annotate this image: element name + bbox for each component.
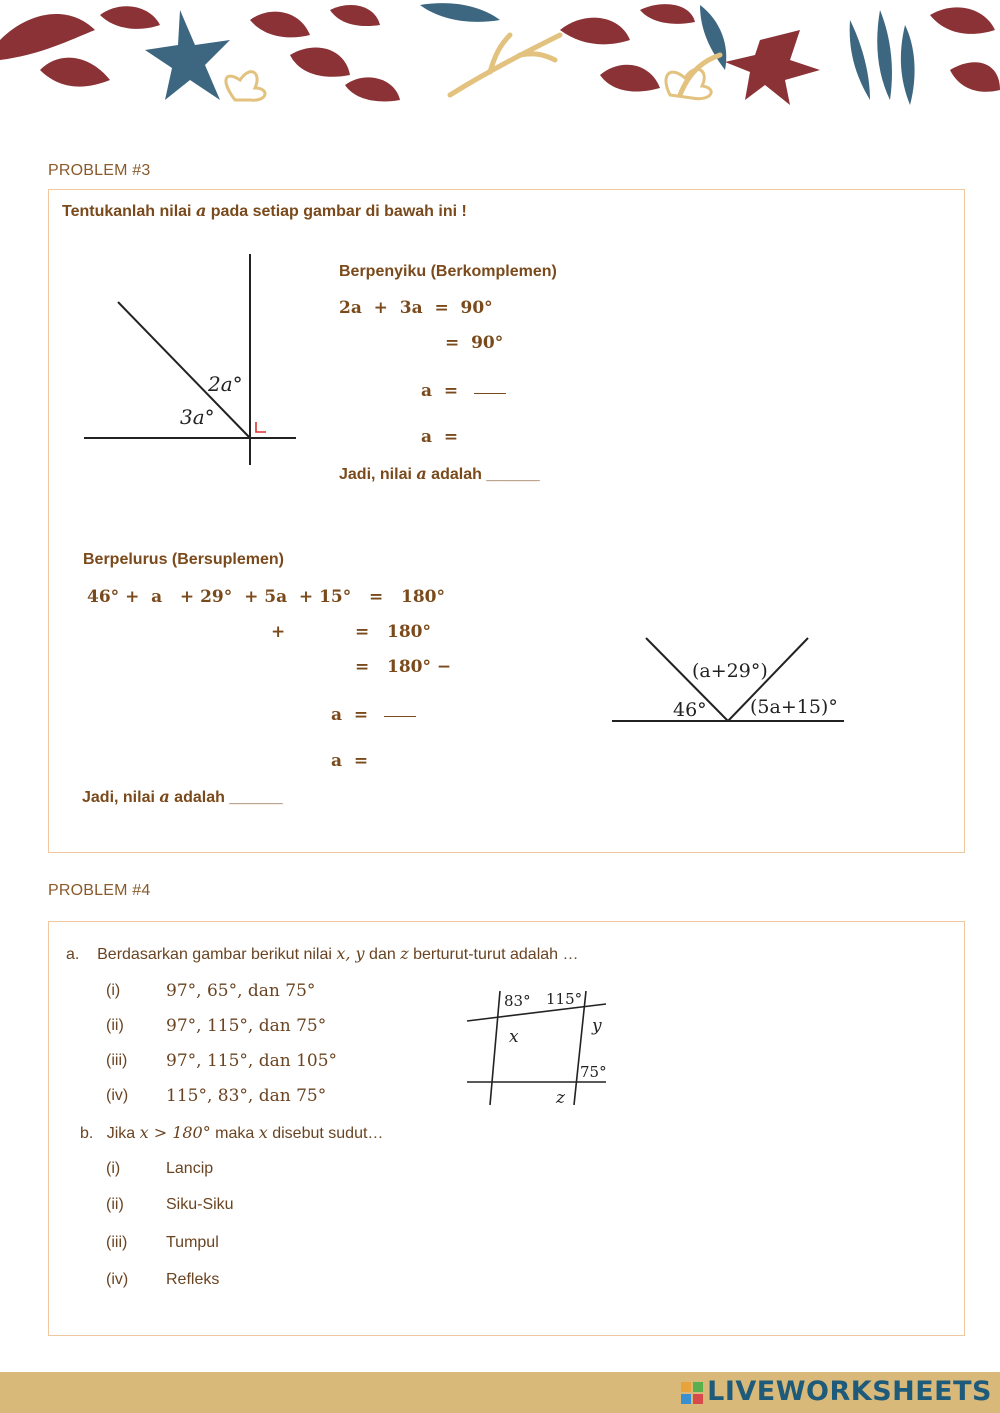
label-3a: 3a° — [180, 405, 215, 429]
complementary-heading: Berpenyiku (Berkomplemen) — [339, 263, 557, 280]
problem-3-instruction: Tentukanlah nilai a pada setiap gambar di bawah ini ! — [62, 201, 467, 220]
option-b-i-num[interactable]: (i) — [106, 1160, 121, 1177]
label-75: 75° — [580, 1063, 607, 1081]
option-a-ii-value[interactable]: 97°, 115°, dan 75° — [166, 1016, 327, 1036]
option-a-iii-value[interactable]: 97°, 115°, dan 105° — [166, 1051, 338, 1071]
label-x: x — [509, 1027, 519, 1047]
liveworksheets-logo-icon — [681, 1382, 703, 1404]
label-y: y — [592, 1016, 602, 1036]
fraction-bar-2 — [384, 716, 416, 717]
problem-3-label: PROBLEM #3 — [48, 162, 151, 179]
supplementary-eq5: a = — [331, 751, 369, 771]
option-a-iv-value[interactable]: 115°, 83°, dan 75° — [166, 1086, 327, 1106]
liveworksheets-brand[interactable]: LIVEWORKSHEETS — [681, 1376, 992, 1407]
supplementary-heading: Berpelurus (Bersuplemen) — [83, 551, 284, 568]
floral-banner — [0, 0, 1000, 120]
fraction-bar-1 — [474, 393, 506, 394]
supplementary-eq1: 46° + a + 29° + 5a + 15° = 180° — [87, 587, 445, 607]
complementary-conclusion: Jadi, nilai a adalah ______ — [339, 464, 540, 483]
option-b-ii-num[interactable]: (ii) — [106, 1196, 124, 1213]
transversal-angle-diagram — [462, 985, 612, 1110]
supplementary-eq4: a = — [331, 705, 369, 725]
label-115: 115° — [546, 990, 583, 1008]
option-b-iv-value[interactable]: Refleks — [166, 1271, 220, 1288]
label-46: 46° — [673, 699, 707, 721]
label-83: 83° — [504, 992, 531, 1010]
label-a-plus-29: (a+29°) — [692, 660, 768, 682]
supplementary-eq3: = 180° − — [355, 657, 452, 677]
option-a-iii-num[interactable]: (iii) — [106, 1052, 128, 1069]
option-a-ii-num[interactable]: (ii) — [106, 1017, 124, 1034]
option-a-i-num[interactable]: (i) — [106, 982, 121, 999]
complementary-angle-diagram — [80, 250, 300, 470]
label-5a-plus-15: (5a+15)° — [750, 696, 838, 718]
complementary-eq4: a = — [421, 427, 459, 447]
option-b-i-value[interactable]: Lancip — [166, 1160, 214, 1177]
supplementary-conclusion: Jadi, nilai a adalah ______ — [82, 787, 283, 806]
label-2a: 2a° — [208, 372, 243, 396]
option-b-iv-num[interactable]: (iv) — [106, 1271, 129, 1288]
complementary-eq1: 2a + 3a = 90° — [339, 298, 493, 318]
complementary-eq3: a = — [421, 381, 459, 401]
option-b-iii-num[interactable]: (iii) — [106, 1234, 128, 1251]
option-a-iv-num[interactable]: (iv) — [106, 1087, 129, 1104]
label-z: z — [556, 1088, 565, 1108]
question-b: b. Jika x > 180° maka x disebut sudut… — [80, 1123, 384, 1142]
complementary-eq2: = 90° — [445, 333, 504, 353]
footer-bar — [0, 1372, 1000, 1413]
option-a-i-value[interactable]: 97°, 65°, dan 75° — [166, 981, 316, 1001]
supplementary-eq2-plus: + — [271, 622, 286, 642]
option-b-iii-value[interactable]: Tumpul — [166, 1234, 219, 1251]
question-a: a. Berdasarkan gambar berikut nilai x, y dan z berturut-turut adalah … — [66, 944, 579, 963]
problem-4-label: PROBLEM #4 — [48, 882, 151, 899]
option-b-ii-value[interactable]: Siku-Siku — [166, 1196, 234, 1213]
supplementary-eq2: = 180° — [355, 622, 431, 642]
